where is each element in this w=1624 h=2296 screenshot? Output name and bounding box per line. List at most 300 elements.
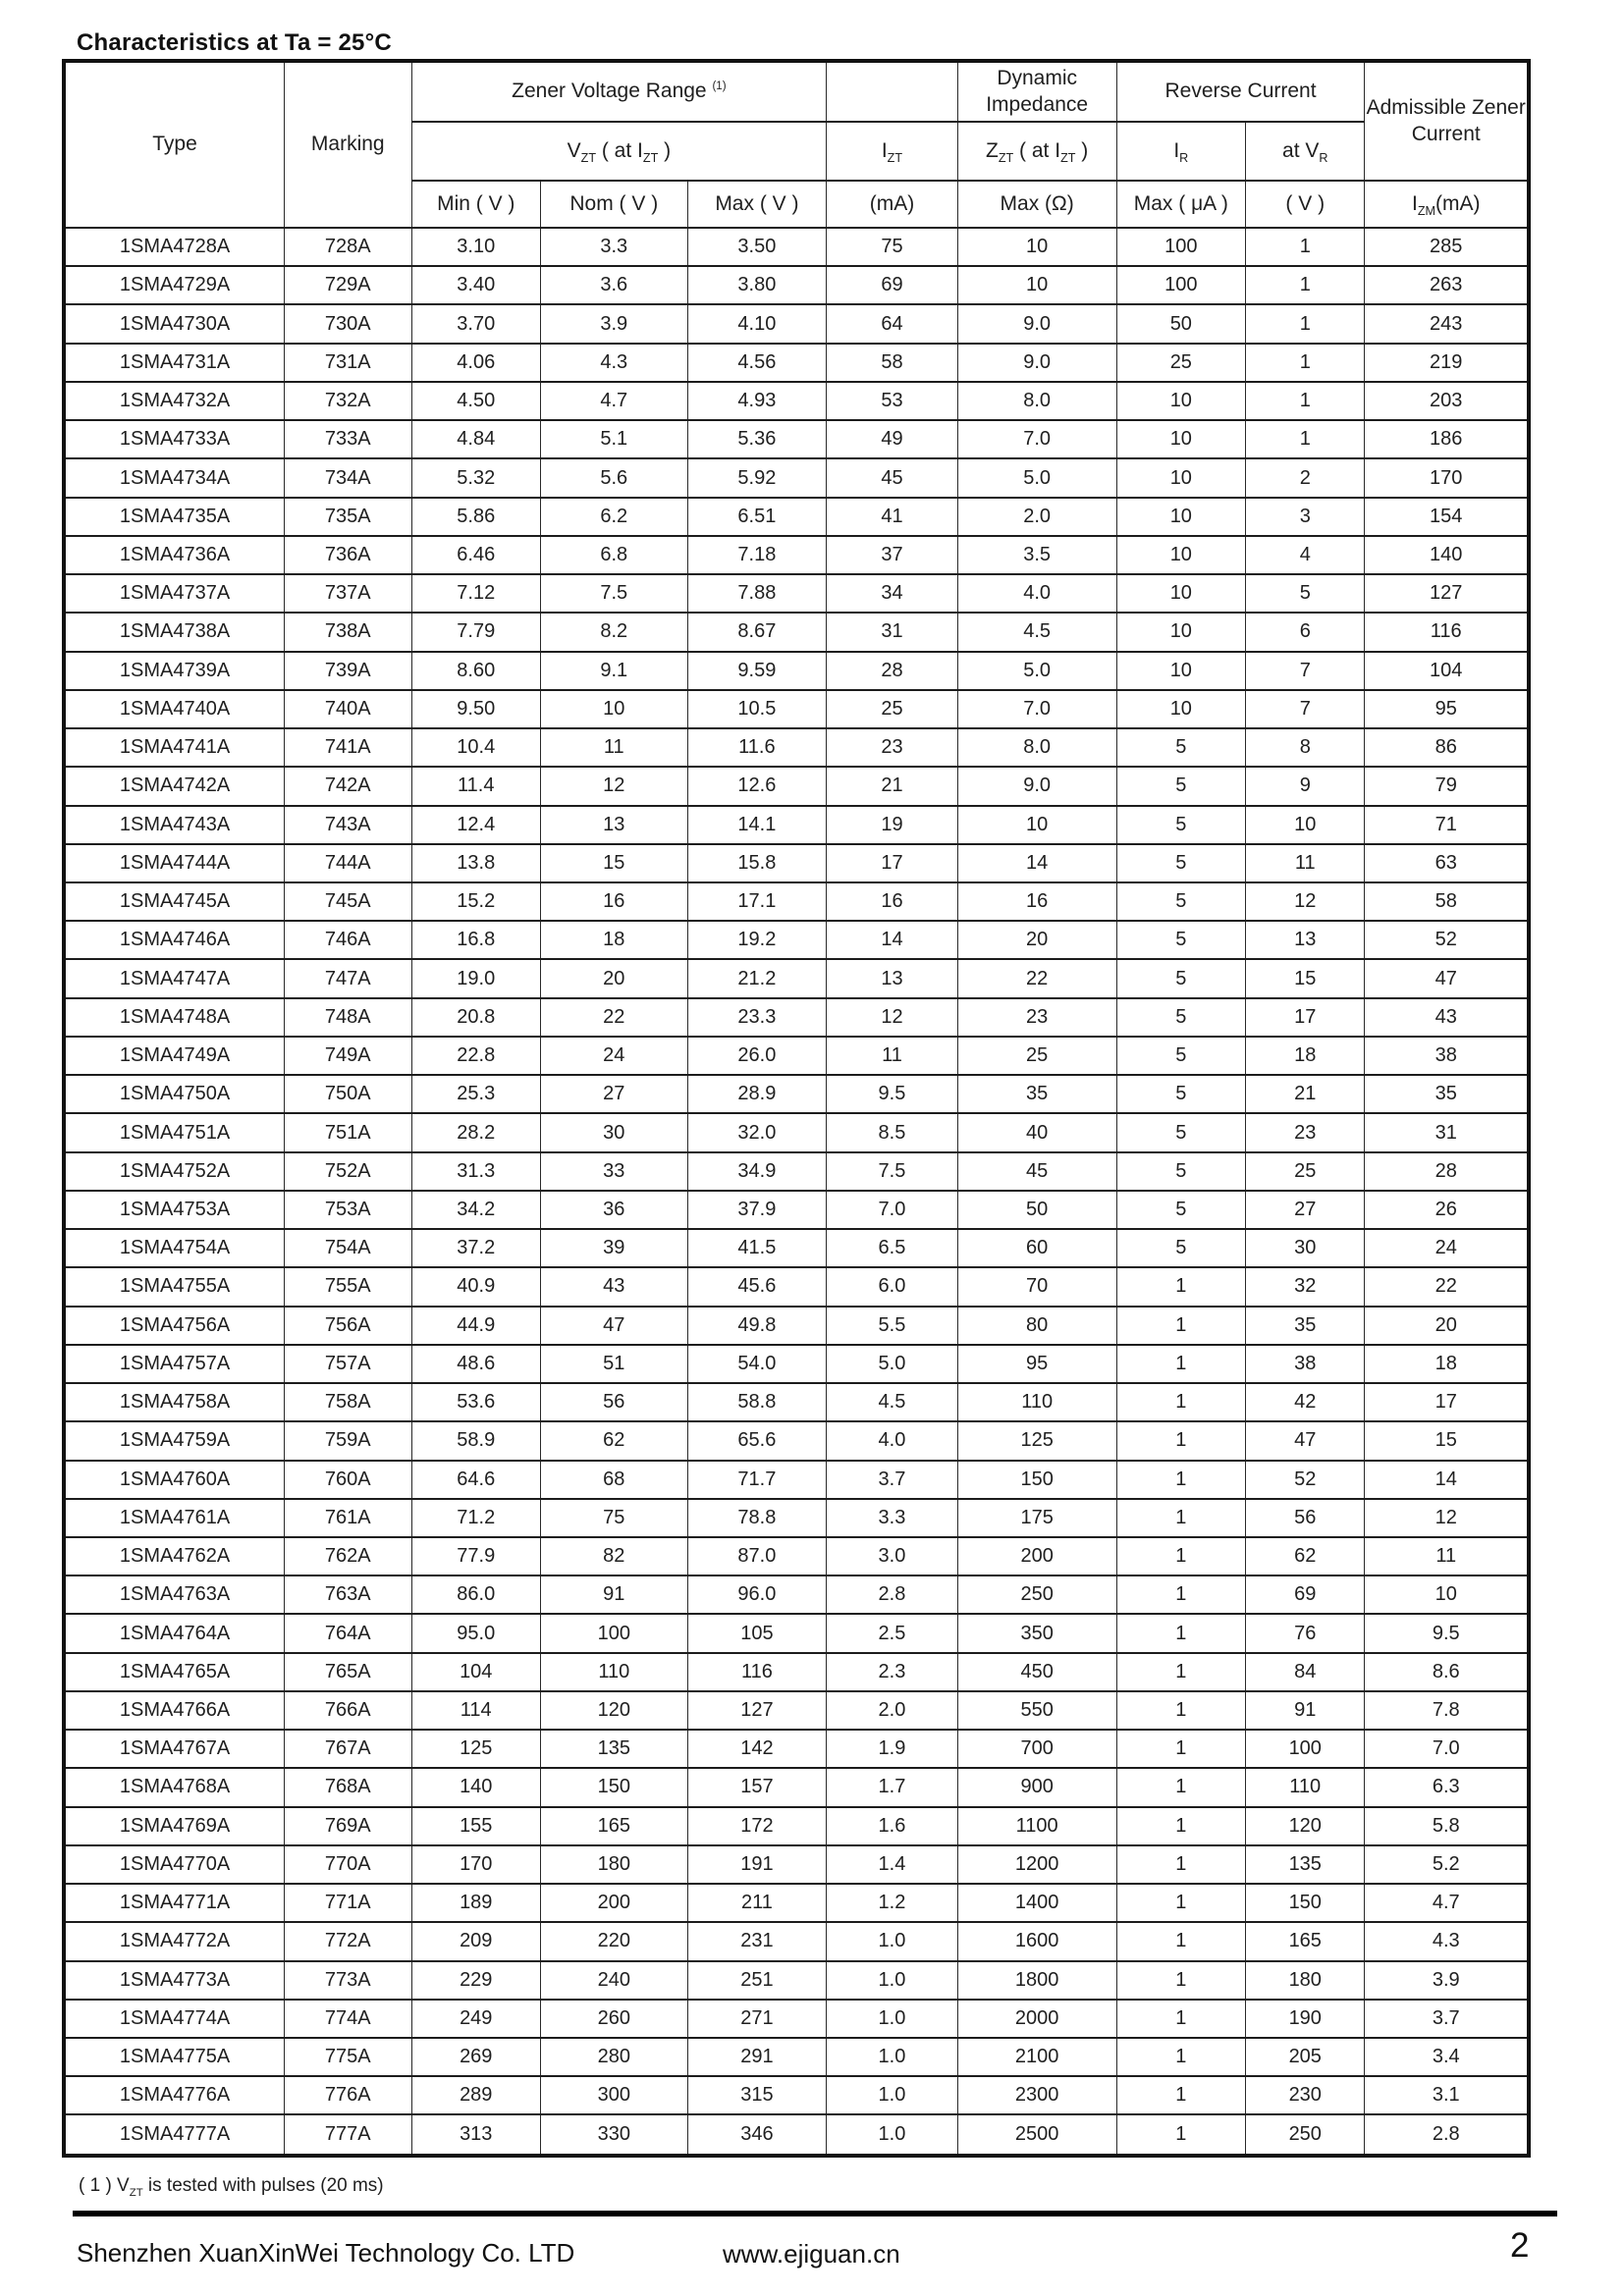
- table-row: [64, 1961, 1529, 2000]
- header-izm: $I_{ZM}(mA)$: [1365, 181, 1529, 228]
- table-cell: 5: [1116, 1229, 1245, 1267]
- table-row: [64, 1768, 1529, 1806]
- table-cell: 768A: [285, 1768, 412, 1806]
- table-cell: 3.70: [411, 304, 540, 343]
- table-cell: 749A: [285, 1037, 412, 1075]
- header-max-v: Max ( V ): [687, 181, 827, 228]
- table-row: [64, 690, 1529, 728]
- table-cell: 1SMA4775A: [64, 2038, 285, 2076]
- table-cell: 58.8: [687, 1383, 827, 1421]
- table-cell: 1: [1116, 1499, 1245, 1537]
- table-cell: 1SMA4748A: [64, 998, 285, 1037]
- table-cell: 157: [687, 1768, 827, 1806]
- table-cell: 1: [1116, 1614, 1245, 1652]
- table-cell: 36: [540, 1191, 687, 1229]
- table-cell: 10: [957, 228, 1116, 266]
- header-type: Type: [64, 61, 285, 228]
- table-cell: 5.6: [540, 458, 687, 497]
- table-cell: 1SMA4740A: [64, 690, 285, 728]
- table-row: [64, 2000, 1529, 2038]
- header-at-vr: at $V_R$: [1246, 122, 1365, 181]
- table-cell: 11: [827, 1037, 958, 1075]
- table-cell: 1: [1116, 2000, 1245, 2038]
- table-cell: 20: [957, 921, 1116, 959]
- table-row: [64, 1614, 1529, 1652]
- table-cell: 105: [687, 1614, 827, 1652]
- table-cell: 1SMA4752A: [64, 1152, 285, 1191]
- table-cell: 1SMA4728A: [64, 228, 285, 266]
- table-cell: 15.8: [687, 844, 827, 882]
- table-row: [64, 767, 1529, 805]
- table-row: [64, 1537, 1529, 1575]
- table-row: [64, 959, 1529, 997]
- table-cell: 746A: [285, 921, 412, 959]
- table-cell: 4.0: [957, 574, 1116, 613]
- table-cell: 7.5: [540, 574, 687, 613]
- table-row: [64, 1730, 1529, 1768]
- table-cell: 8.0: [957, 382, 1116, 420]
- table-cell: 767A: [285, 1730, 412, 1768]
- table-row: [64, 382, 1529, 420]
- table-cell: 10.4: [411, 728, 540, 767]
- table-cell: 20: [540, 959, 687, 997]
- table-cell: 758A: [285, 1383, 412, 1421]
- table-cell: 260: [540, 2000, 687, 2038]
- table-row: [64, 1421, 1529, 1460]
- table-cell: 285: [1365, 228, 1529, 266]
- header-dynamic-impedance: Dynamic Impedance: [957, 61, 1116, 122]
- table-cell: 35: [957, 1075, 1116, 1113]
- table-cell: 765A: [285, 1653, 412, 1691]
- table-cell: 3: [1246, 498, 1365, 536]
- table-row: [64, 1229, 1529, 1267]
- table-cell: 1.0: [827, 2076, 958, 2114]
- table-cell: 1SMA4758A: [64, 1383, 285, 1421]
- header-vr-unit: ( V ): [1246, 181, 1365, 228]
- table-cell: 1: [1116, 1845, 1245, 1884]
- table-cell: 730A: [285, 304, 412, 343]
- table-cell: 2.8: [1365, 2114, 1529, 2156]
- table-cell: 1SMA4735A: [64, 498, 285, 536]
- table-cell: 3.1: [1365, 2076, 1529, 2114]
- footer-website-link[interactable]: www.ejiguan.cn: [723, 2239, 900, 2269]
- header-izt-spacer: [827, 61, 958, 122]
- table-row: [64, 1845, 1529, 1884]
- table-cell: 6: [1246, 613, 1365, 651]
- table-cell: 771A: [285, 1884, 412, 1922]
- table-cell: 760A: [285, 1461, 412, 1499]
- table-cell: 1: [1116, 2114, 1245, 2156]
- table-cell: 777A: [285, 2114, 412, 2156]
- table-cell: 1: [1246, 420, 1365, 458]
- table-cell: 100: [1246, 1730, 1365, 1768]
- header-vzt: $V_{ZT}$ ( at $I_{ZT}$ ): [411, 122, 827, 181]
- table-cell: 80: [957, 1307, 1116, 1345]
- footer-company: Shenzhen XuanXinWei Technology Co. LTD: [77, 2238, 575, 2268]
- table-cell: 5: [1116, 959, 1245, 997]
- header-max-ohm: Max (Ω): [957, 181, 1116, 228]
- table-cell: 135: [1246, 1845, 1365, 1884]
- table-cell: 10: [1116, 420, 1245, 458]
- table-cell: 45.6: [687, 1267, 827, 1306]
- table-cell: 1: [1116, 1730, 1245, 1768]
- table-cell: 1400: [957, 1884, 1116, 1922]
- table-cell: 742A: [285, 767, 412, 805]
- table-cell: 5: [1116, 728, 1245, 767]
- table-cell: 127: [687, 1691, 827, 1730]
- table-cell: 200: [957, 1537, 1116, 1575]
- table-cell: 291: [687, 2038, 827, 2076]
- table-cell: 16.8: [411, 921, 540, 959]
- table-cell: 24: [540, 1037, 687, 1075]
- table-cell: 135: [540, 1730, 687, 1768]
- table-cell: 4.5: [827, 1383, 958, 1421]
- table-cell: 1SMA4773A: [64, 1961, 285, 2000]
- table-row: [64, 1461, 1529, 1499]
- table-row: [64, 1191, 1529, 1229]
- table-cell: 1SMA4759A: [64, 1421, 285, 1460]
- table-cell: 7.0: [1365, 1730, 1529, 1768]
- table-cell: 6.8: [540, 536, 687, 574]
- table-cell: 734A: [285, 458, 412, 497]
- table-cell: 5.1: [540, 420, 687, 458]
- table-cell: 31: [827, 613, 958, 651]
- table-cell: 27: [1246, 1191, 1365, 1229]
- table-cell: 5: [1116, 921, 1245, 959]
- table-row: [64, 613, 1529, 651]
- table-cell: 23: [827, 728, 958, 767]
- table-cell: 21: [1246, 1075, 1365, 1113]
- table-cell: 100: [1116, 228, 1245, 266]
- table-row: [64, 420, 1529, 458]
- table-cell: 1SMA4771A: [64, 1884, 285, 1922]
- table-cell: 4.84: [411, 420, 540, 458]
- header-izt: $I_{ZT}$: [827, 122, 958, 181]
- table-cell: 25.3: [411, 1075, 540, 1113]
- table-cell: 15.2: [411, 882, 540, 921]
- table-cell: 752A: [285, 1152, 412, 1191]
- table-cell: 5: [1246, 574, 1365, 613]
- table-cell: 1SMA4729A: [64, 266, 285, 304]
- table-cell: 4.10: [687, 304, 827, 343]
- table-cell: 31.3: [411, 1152, 540, 1191]
- table-cell: 104: [411, 1653, 540, 1691]
- table-cell: 1SMA4764A: [64, 1614, 285, 1652]
- table-cell: 150: [540, 1768, 687, 1806]
- table-cell: 14: [827, 921, 958, 959]
- table-cell: 116: [687, 1653, 827, 1691]
- table-row: [64, 1037, 1529, 1075]
- table-cell: 58: [827, 344, 958, 382]
- table-cell: 32.0: [687, 1113, 827, 1151]
- table-cell: 56: [540, 1383, 687, 1421]
- table-cell: 736A: [285, 536, 412, 574]
- table-cell: 1600: [957, 1922, 1116, 1960]
- table-cell: 1: [1116, 2076, 1245, 2114]
- table-cell: 38: [1365, 1037, 1529, 1075]
- table-cell: 7.0: [957, 690, 1116, 728]
- table-cell: 1: [1116, 1461, 1245, 1499]
- table-cell: 71: [1365, 806, 1529, 844]
- table-cell: 13: [1246, 921, 1365, 959]
- table-cell: 15: [540, 844, 687, 882]
- table-cell: 19.0: [411, 959, 540, 997]
- table-cell: 7.0: [957, 420, 1116, 458]
- table-cell: 10: [957, 806, 1116, 844]
- table-cell: 9.5: [1365, 1614, 1529, 1652]
- table-cell: 231: [687, 1922, 827, 1960]
- table-cell: 42: [1246, 1383, 1365, 1421]
- table-cell: 1: [1246, 344, 1365, 382]
- table-cell: 56: [1246, 1499, 1365, 1537]
- table-cell: 763A: [285, 1575, 412, 1614]
- table-cell: 25: [1116, 344, 1245, 382]
- table-cell: 82: [540, 1537, 687, 1575]
- table-cell: 741A: [285, 728, 412, 767]
- table-cell: 180: [1246, 1961, 1365, 2000]
- table-cell: 16: [957, 882, 1116, 921]
- table-cell: 95.0: [411, 1614, 540, 1652]
- table-cell: 22.8: [411, 1037, 540, 1075]
- table-row: [64, 2076, 1529, 2114]
- table-cell: 7.5: [827, 1152, 958, 1191]
- table-cell: 53: [827, 382, 958, 420]
- table-cell: 5.36: [687, 420, 827, 458]
- table-cell: 154: [1365, 498, 1529, 536]
- table-cell: 150: [1246, 1884, 1365, 1922]
- table-cell: 1SMA4756A: [64, 1307, 285, 1345]
- table-cell: 5: [1116, 1037, 1245, 1075]
- table-cell: 7: [1246, 690, 1365, 728]
- table-cell: 289: [411, 2076, 540, 2114]
- table-cell: 761A: [285, 1499, 412, 1537]
- table-cell: 3.80: [687, 266, 827, 304]
- table-cell: 1.0: [827, 1922, 958, 1960]
- table-cell: 1SMA4745A: [64, 882, 285, 921]
- table-cell: 150: [957, 1461, 1116, 1499]
- table-cell: 64.6: [411, 1461, 540, 1499]
- table-cell: 95: [1365, 690, 1529, 728]
- table-cell: 3.3: [827, 1499, 958, 1537]
- table-cell: 91: [1246, 1691, 1365, 1730]
- table-cell: 1: [1116, 1922, 1245, 1960]
- table-cell: 12: [1246, 882, 1365, 921]
- table-cell: 47: [1365, 959, 1529, 997]
- table-cell: 745A: [285, 882, 412, 921]
- table-cell: 751A: [285, 1113, 412, 1151]
- table-cell: 766A: [285, 1691, 412, 1730]
- table-cell: 1SMA4739A: [64, 652, 285, 690]
- table-cell: 3.7: [1365, 2000, 1529, 2038]
- table-cell: 759A: [285, 1421, 412, 1460]
- header-ir: $I_R$: [1116, 122, 1245, 181]
- table-cell: 750A: [285, 1075, 412, 1113]
- table-cell: 203: [1365, 382, 1529, 420]
- header-zener-voltage-range: Zener Voltage Range $^{(1)}$: [411, 61, 827, 122]
- header-izt-unit: (mA): [827, 181, 958, 228]
- table-cell: 1: [1246, 228, 1365, 266]
- table-cell: 6.46: [411, 536, 540, 574]
- table-cell: 230: [1246, 2076, 1365, 2114]
- table-cell: 17: [1246, 998, 1365, 1037]
- table-cell: 4.7: [540, 382, 687, 420]
- table-cell: 1: [1116, 1537, 1245, 1575]
- table-cell: 70: [957, 1267, 1116, 1306]
- table-cell: 11.6: [687, 728, 827, 767]
- table-cell: 140: [1365, 536, 1529, 574]
- table-cell: 2000: [957, 2000, 1116, 2038]
- table-cell: 1SMA4736A: [64, 536, 285, 574]
- table-cell: 1.0: [827, 1961, 958, 2000]
- table-cell: 96.0: [687, 1575, 827, 1614]
- table-cell: 1SMA4760A: [64, 1461, 285, 1499]
- table-row: [64, 1152, 1529, 1191]
- table-cell: 1SMA4765A: [64, 1653, 285, 1691]
- table-row: [64, 806, 1529, 844]
- table-cell: 14: [1365, 1461, 1529, 1499]
- table-cell: 180: [540, 1845, 687, 1884]
- table-cell: 58: [1365, 882, 1529, 921]
- table-cell: 8.2: [540, 613, 687, 651]
- table-cell: 1SMA4754A: [64, 1229, 285, 1267]
- table-cell: 3.50: [687, 228, 827, 266]
- table-row: [64, 2038, 1529, 2076]
- table-cell: 240: [540, 1961, 687, 2000]
- table-cell: 27: [540, 1075, 687, 1113]
- table-cell: 1SMA4761A: [64, 1499, 285, 1537]
- table-cell: 770A: [285, 1845, 412, 1884]
- characteristics-table: [62, 59, 1531, 2158]
- table-cell: 6.3: [1365, 1768, 1529, 1806]
- table-cell: 45: [957, 1152, 1116, 1191]
- table-cell: 350: [957, 1614, 1116, 1652]
- table-cell: 8.6: [1365, 1653, 1529, 1691]
- table-cell: 250: [1246, 2114, 1365, 2156]
- table-cell: 1SMA4737A: [64, 574, 285, 613]
- table-cell: 12: [827, 998, 958, 1037]
- table-cell: 190: [1246, 2000, 1365, 2038]
- table-cell: 3.7: [827, 1461, 958, 1499]
- table-cell: 9.0: [957, 344, 1116, 382]
- table-row: [64, 498, 1529, 536]
- table-cell: 186: [1365, 420, 1529, 458]
- table-cell: 76: [1246, 1614, 1365, 1652]
- footer-divider: [73, 2211, 1557, 2216]
- table-cell: 1100: [957, 1807, 1116, 1845]
- table-cell: 2.3: [827, 1653, 958, 1691]
- table-cell: 2: [1246, 458, 1365, 497]
- table-cell: 5: [1116, 806, 1245, 844]
- table-cell: 20.8: [411, 998, 540, 1037]
- table-cell: 13.8: [411, 844, 540, 882]
- header-row-1: [64, 61, 1529, 122]
- table-cell: 1.7: [827, 1768, 958, 1806]
- table-cell: 3.9: [540, 304, 687, 343]
- table-cell: 19: [827, 806, 958, 844]
- table-cell: 732A: [285, 382, 412, 420]
- table-cell: 205: [1246, 2038, 1365, 2076]
- table-cell: 774A: [285, 2000, 412, 2038]
- table-cell: 120: [1246, 1807, 1365, 1845]
- table-cell: 271: [687, 2000, 827, 2038]
- table-cell: 10: [1116, 382, 1245, 420]
- table-cell: 110: [957, 1383, 1116, 1421]
- table-row: [64, 266, 1529, 304]
- table-cell: 4.93: [687, 382, 827, 420]
- header-nom-v: Nom ( V ): [540, 181, 687, 228]
- table-cell: 8.0: [957, 728, 1116, 767]
- table-cell: 2.5: [827, 1614, 958, 1652]
- table-cell: 1SMA4730A: [64, 304, 285, 343]
- table-cell: 25: [1246, 1152, 1365, 1191]
- table-row: [64, 921, 1529, 959]
- table-cell: 31: [1365, 1113, 1529, 1151]
- table-cell: 21: [827, 767, 958, 805]
- table-cell: 3.0: [827, 1537, 958, 1575]
- table-cell: 3.10: [411, 228, 540, 266]
- table-cell: 142: [687, 1730, 827, 1768]
- table-cell: 75: [827, 228, 958, 266]
- table-cell: 1: [1116, 1884, 1245, 1922]
- table-cell: 1: [1246, 266, 1365, 304]
- table-cell: 28: [827, 652, 958, 690]
- table-cell: 12: [1365, 1499, 1529, 1537]
- table-cell: 9: [1246, 767, 1365, 805]
- table-cell: 1SMA4755A: [64, 1267, 285, 1306]
- table-cell: 14: [957, 844, 1116, 882]
- table-cell: 26: [1365, 1191, 1529, 1229]
- table-cell: 10: [1365, 1575, 1529, 1614]
- table-cell: 747A: [285, 959, 412, 997]
- table-cell: 4.50: [411, 382, 540, 420]
- table-cell: 4.7: [1365, 1884, 1529, 1922]
- table-row: [64, 998, 1529, 1037]
- table-row: [64, 1922, 1529, 1960]
- table-cell: 1.2: [827, 1884, 958, 1922]
- table-cell: 1SMA4732A: [64, 382, 285, 420]
- table-cell: 1: [1116, 1653, 1245, 1691]
- table-cell: 733A: [285, 420, 412, 458]
- table-cell: 3.4: [1365, 2038, 1529, 2076]
- table-cell: 45: [827, 458, 958, 497]
- table-cell: 16: [540, 882, 687, 921]
- table-cell: 1SMA4767A: [64, 1730, 285, 1768]
- table-header: [64, 61, 1529, 228]
- table-cell: 6.2: [540, 498, 687, 536]
- table-cell: 1200: [957, 1845, 1116, 1884]
- table-cell: 754A: [285, 1229, 412, 1267]
- table-cell: 769A: [285, 1807, 412, 1845]
- table-cell: 5.0: [827, 1345, 958, 1383]
- table-cell: 1: [1246, 304, 1365, 343]
- table-cell: 1SMA4769A: [64, 1807, 285, 1845]
- table-cell: 41.5: [687, 1229, 827, 1267]
- table-cell: 1.0: [827, 2000, 958, 2038]
- table-cell: 2.0: [957, 498, 1116, 536]
- table-row: [64, 882, 1529, 921]
- table-cell: 87.0: [687, 1537, 827, 1575]
- table-cell: 104: [1365, 652, 1529, 690]
- table-cell: 10.5: [687, 690, 827, 728]
- table-cell: 7.8: [1365, 1691, 1529, 1730]
- table-cell: 346: [687, 2114, 827, 2156]
- table-cell: 5: [1116, 767, 1245, 805]
- table-cell: 5: [1116, 1075, 1245, 1113]
- table-cell: 5.0: [957, 458, 1116, 497]
- table-cell: 757A: [285, 1345, 412, 1383]
- table-cell: 5.92: [687, 458, 827, 497]
- table-cell: 1SMA4741A: [64, 728, 285, 767]
